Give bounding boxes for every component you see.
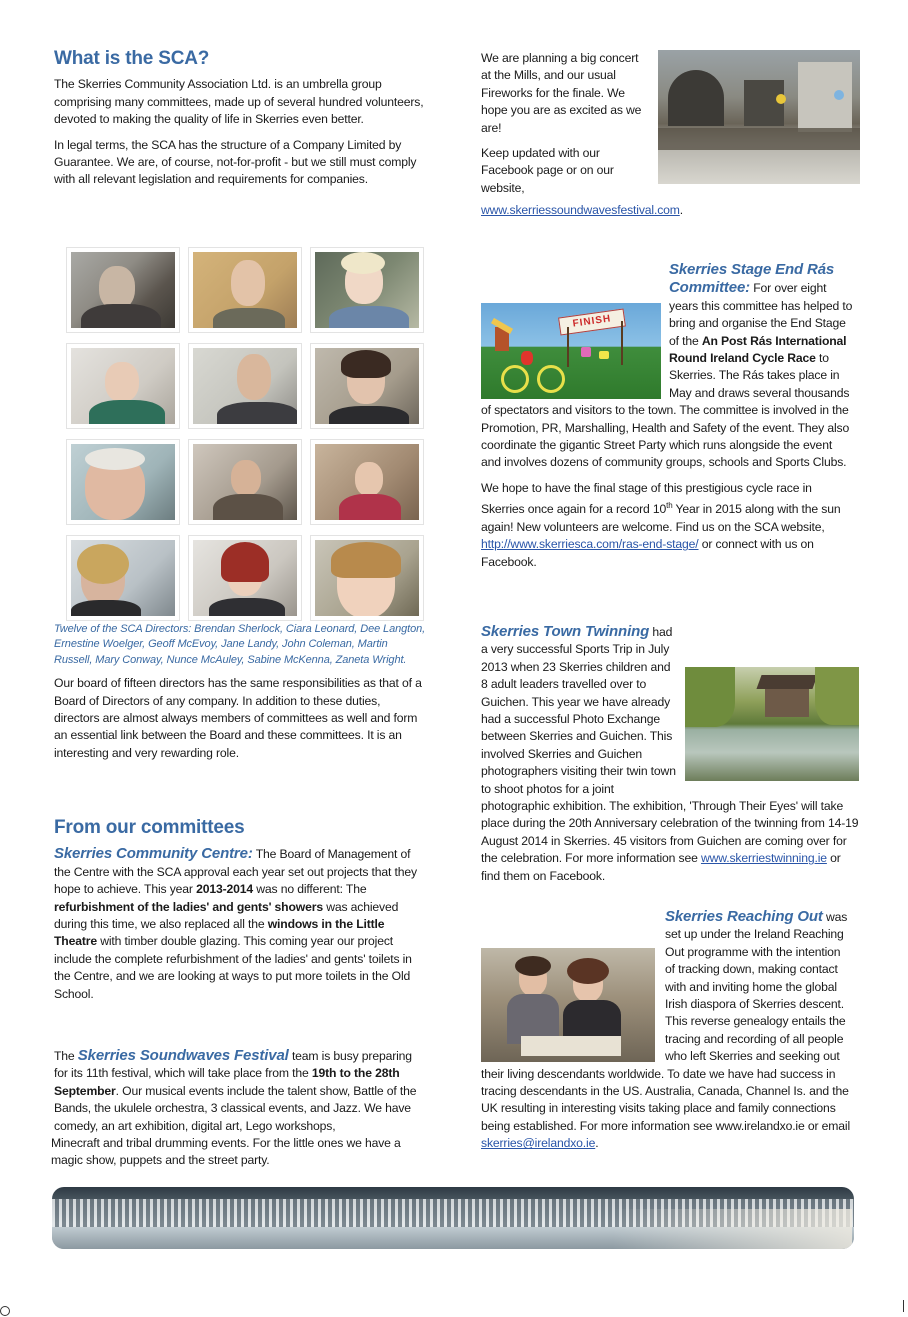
ras-paragraph-2: We hope to have the final stage of this prestigious cycle race in Skerries once again for a record 10th Year in 2015 along with the sun again! New volunteers are welcome. Find us on the SCA website, http://www.skerriesca.com/ras-end-stage/ or connect with us on Facebook.	[481, 480, 841, 569]
director-photo	[66, 439, 180, 525]
directors-caption: Twelve of the SCA Directors: Brendan Sherlock, Ciara Leonard, Dee Langton, Ernestine Woelger, Geoff McEvoy, Jane Landy, John Coleman, Martin Russell, Mary Conway, Nunce McAuley, Sabine McKenna, Zaneta Wright.	[54, 623, 426, 666]
twinning-title: Skerries Town Twinning	[481, 623, 650, 640]
reaching-out-email-line: skerries@irelandxo.ie.	[481, 1136, 599, 1151]
reaching-out-photo	[481, 948, 655, 1062]
heading-from-committees: From our committees	[54, 817, 245, 838]
director-photo	[66, 343, 180, 429]
twinning-section	[481, 623, 859, 885]
reaching-out-section	[481, 908, 853, 1153]
twinning-paragraph: Skerries Town Twinning had a very successful Sports Trip in July 2013 when 23 Skerries children and 8 adult leaders travelled over to Guichen. This year we have already had a successful Photo Exchange between Skerries and Guichen. This involved Skerries and Guichen photographers visiting their twin town to shoot photos for a joint photographic exhibition. The exhibition, 'Through Their Eyes' will take place during the 20th Anniversary celebration of the twinning from 14-19 August 2014 in Skerries. 45 visitors from Guichen are coming over for the celebration. For more information see www.skerriestwinning.ie or find them on Facebook.	[481, 623, 859, 883]
reaching-out-title: Skerries Reaching Out	[665, 908, 823, 925]
director-photo	[310, 343, 424, 429]
director-photo	[310, 439, 424, 525]
community-centre-paragraph: Skerries Community Centre: The Board of Management of the Centre with the SCA approval each year set out projects that they hope to achieve. This year 2013-2014 was no different: The refurbishment of the ladies' and gents' showers was achieved during this time, we also replaced all the windows in the Little Theatre with timber double glazing. This coming year our project include the complete refurbishment of the ladies' and gents' toilets in the Centre, and we are looking at ways to put more toilets in the Old School.	[54, 845, 417, 1001]
left-column	[54, 50, 426, 197]
sca-paragraph-1: The Skerries Community Association Ltd. is an umbrella group comprising many committees, made up of several hundred volunteers, devoted to making the quality of life in Skerries even better.	[54, 77, 424, 127]
crop-mark	[903, 1300, 904, 1312]
soundwaves-paragraph-cont: Minecraft and tribal drumming events. For the little ones we have a magic show, puppets and the street party.	[51, 1136, 401, 1168]
director-photo	[66, 535, 180, 621]
twinning-website-link[interactable]: www.skerriestwinning.ie	[700, 851, 827, 866]
director-photo	[188, 247, 302, 333]
concert-paragraph-2: Keep updated with our Facebook page or on our website,	[481, 146, 614, 195]
heading-what-is-sca: What is the SCA?	[54, 48, 210, 69]
concert-section	[481, 50, 651, 197]
footer-banner	[52, 1187, 854, 1249]
sca-paragraph-2: In legal terms, the SCA has the structure of a Company Limited by Guarantee. We are, of course, not-for-profit - but we still must comply with all relevant legislation and requirements for companies.	[54, 137, 417, 187]
soundwaves-website-link[interactable]: www.skerriessoundwavesfestival.com	[481, 203, 680, 217]
ras-title: Skerries Stage End Rás Committee:	[669, 261, 835, 297]
soundwaves-photo	[658, 50, 860, 184]
director-photo	[310, 247, 424, 333]
crop-mark	[0, 1306, 10, 1316]
finish-sign: FINISH	[558, 308, 626, 335]
reaching-out-email-link[interactable]: skerries@irelandxo.ie	[481, 1136, 596, 1151]
ras-paragraph-1: Skerries Stage End Rás Committee: For over eight years this committee has helped to bring and organise the End Stage of the An Post Rás International Round Ireland Cycle Race to Skerries. The Rás takes place in May and draws several thousands of spectators and visitors to the town. The committee is involved in the Promotion, PR, Marshalling, Health and Safety of the event. They also coordinate the gigantic Street Party which runs alongside the event and involves dozens of community groups, schools and Sports Clubs.	[481, 261, 853, 470]
board-paragraph: Our board of fifteen directors has the same responsibilities as that of a Board of Directors of any company. In addition to these duties, directors are almost always members of committees as well and form an essential link between the Board and these committees. It is an interesting and very rewarding role.	[54, 676, 422, 760]
director-photo	[310, 535, 424, 621]
left-column-lower	[54, 622, 426, 770]
ras-section	[481, 261, 854, 579]
committees-section	[54, 819, 426, 1011]
director-photo	[188, 343, 302, 429]
ras-website-link[interactable]: http://www.skerriesca.com/ras-end-stage/	[481, 537, 699, 552]
soundwaves-paragraph: The Skerries Soundwaves Festival team is busy preparing for its 11th festival, which will take place from the 19th to the 28th September. Our musical events include the talent show, Battle of the Bands, the ukulele orchestra, 3 classical events, and Jazz. We have comedy, an art exhibition, digital art, Lego workshops,	[54, 1047, 417, 1133]
soundwaves-section	[51, 1047, 426, 1170]
director-photo	[188, 535, 302, 621]
soundwaves-title: Skerries Soundwaves Festival	[77, 1047, 289, 1064]
twinning-photo	[685, 667, 859, 781]
community-centre-title: Skerries Community Centre:	[54, 845, 253, 863]
director-photo	[188, 439, 302, 525]
concert-link-line: www.skerriessoundwavesfestival.com.	[481, 203, 684, 217]
reaching-out-paragraph: Skerries Reaching Out was set up under the Ireland Reaching Out programme with the intention of tracking down, making contact with and inviting home the global Irish diaspora of Skerries descent. This reverse genealogy entails the tracing and recording of all people who left Skerries and seeking out their living descendants worldwide. To date we have had success in tracing descendants in the US. Australia, Canada, Channel Is. and the UK resulting in interesting visits taking place and family connections being established. For more information see www.irelandxo.ie or email	[481, 908, 850, 1133]
concert-paragraph-1: We are planning a big concert at the Mills, and our usual Fireworks for the finale. We hope you are as excited as we are!	[481, 51, 642, 135]
ras-finish-drawing	[481, 303, 661, 399]
director-photo	[66, 247, 180, 333]
